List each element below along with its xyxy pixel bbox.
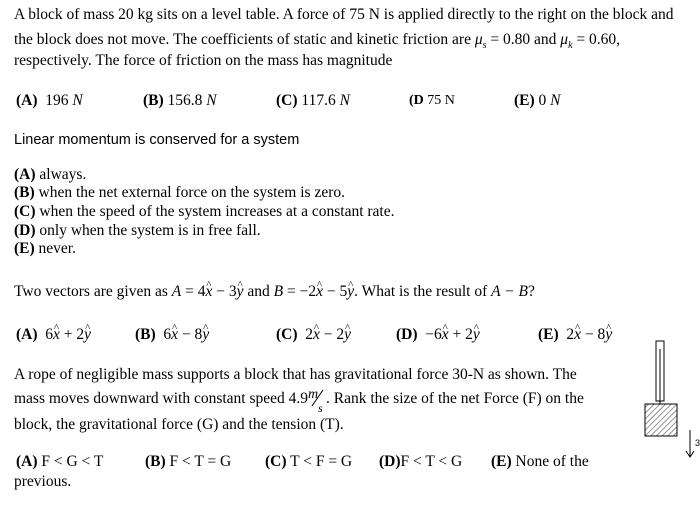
option-text: F < T < G xyxy=(400,453,463,470)
option-text: F < T = G xyxy=(169,453,232,470)
coef: 2 xyxy=(566,326,575,343)
q4-line2-text: mass moves downward with constant speed xyxy=(14,390,289,407)
option-unit: N xyxy=(339,92,350,109)
q3-dot: . xyxy=(354,283,358,300)
speed-value: 4.9 xyxy=(288,390,309,407)
coef: 6 xyxy=(45,326,54,343)
option-unit: N xyxy=(206,92,217,109)
coef: 6 xyxy=(163,326,172,343)
q2-stem: Linear momentum is conserved for a system xyxy=(14,132,300,148)
mu-kinetic: μ xyxy=(560,31,569,48)
y-hat: y ^ xyxy=(473,325,480,345)
option-label: (C) xyxy=(265,453,287,470)
option-label: (B) xyxy=(14,184,35,201)
op: + 2 xyxy=(448,326,473,343)
option-unit: N xyxy=(72,92,83,109)
option-label: (C) xyxy=(14,203,36,220)
q4-option-e-continued: previous. xyxy=(14,473,72,490)
y-hat: y ^ xyxy=(202,325,209,345)
option-text: None of the xyxy=(515,453,589,470)
option-label: (D) xyxy=(396,326,418,343)
block xyxy=(645,404,677,436)
coef: −6 xyxy=(425,326,442,343)
option-text: only when the system is in free fall. xyxy=(39,222,261,239)
option-label: (A) xyxy=(16,453,38,470)
option-value: 196 xyxy=(45,92,69,109)
vector-b: B xyxy=(273,283,284,300)
option-value: 117.6 xyxy=(301,92,336,109)
x-hat: x ^ xyxy=(53,325,60,345)
option-value: 0 xyxy=(538,92,547,109)
option-text: when the speed of the system increases at a constant rate. xyxy=(39,203,395,220)
q3-qmark: ? xyxy=(528,283,535,300)
option-label: (D) xyxy=(14,222,36,239)
mu-s-subscript: s xyxy=(482,40,487,52)
option-label: (E) xyxy=(538,326,559,343)
a-minus-b: A − B xyxy=(491,283,529,300)
option-label: (B) xyxy=(135,326,156,343)
vector-b-op: − 5 xyxy=(322,283,348,300)
option-label: (B) xyxy=(145,453,166,470)
option-text: T < F = G xyxy=(290,453,353,470)
op: + 2 xyxy=(59,326,85,343)
y-hat: y ^ xyxy=(347,282,354,302)
unit-seconds: s xyxy=(318,401,323,415)
option-text: never. xyxy=(38,240,76,257)
option-text: when the net external force on the system is zero. xyxy=(38,184,345,201)
q4-line2-post: . Rank the size of the net Force (F) on the xyxy=(326,390,584,407)
option-label: (E) xyxy=(514,92,535,109)
option-text: F < G < T xyxy=(41,453,104,470)
q1-line2-text: the block does not move. The coefficients of static and kinetic friction are xyxy=(14,31,475,48)
vector-a-op: − 3 xyxy=(212,283,237,300)
mu-s-value: = 0.80 and xyxy=(486,31,561,48)
option-label: (C) xyxy=(276,92,298,109)
option-value: 75 N xyxy=(427,93,455,108)
option-label: (D) xyxy=(379,453,401,470)
option-label: (B) xyxy=(143,92,164,109)
option-label: (C) xyxy=(276,326,298,343)
y-hat: y ^ xyxy=(84,325,91,345)
y-hat: y ^ xyxy=(237,282,244,302)
x-hat: x ^ xyxy=(313,325,320,345)
x-hat: x ^ xyxy=(574,325,581,345)
vector-b-eq: = −2 xyxy=(283,283,317,300)
q3-question: What is the result of xyxy=(357,283,492,300)
option-label: (D xyxy=(409,93,424,108)
option-text: always. xyxy=(39,166,87,183)
y-hat: y ^ xyxy=(344,325,351,345)
q1-stem-line3: respectively. The force of friction on the mass has magnitude xyxy=(14,52,393,69)
x-hat: x ^ xyxy=(316,282,323,302)
q4-stem-line3: block, the gravitational force (G) and the tension (T). xyxy=(14,416,344,433)
q4-stem-line1: A rope of negligible mass supports a block that has gravitational force 30-N as shown. The xyxy=(14,366,577,383)
figure-label: 3 xyxy=(695,438,700,448)
mu-k-subscript: k xyxy=(568,40,573,52)
x-hat: x ^ xyxy=(205,282,212,302)
coef: 2 xyxy=(305,326,314,343)
op: − 2 xyxy=(319,326,345,343)
x-hat: x ^ xyxy=(442,325,449,345)
vector-a-eq: = 4 xyxy=(181,283,206,300)
unit-meters: m xyxy=(308,387,319,402)
option-label: (E) xyxy=(491,453,512,470)
option-label: (E) xyxy=(14,240,35,257)
option-label: (A) xyxy=(14,166,36,183)
option-value: 156.8 xyxy=(167,92,203,109)
vector-a: A xyxy=(171,283,182,300)
mu-k-value: = 0.60, xyxy=(572,31,621,48)
y-hat: y ^ xyxy=(605,325,612,345)
q3-and: and xyxy=(243,283,274,300)
option-label: (A) xyxy=(16,326,38,343)
x-hat: x ^ xyxy=(171,325,178,345)
op: − 8 xyxy=(178,326,203,343)
q3-stem-text: Two vectors are given as xyxy=(14,283,172,300)
option-unit: N xyxy=(550,92,561,109)
mu-static: μ xyxy=(474,31,483,48)
option-label: (A) xyxy=(16,92,38,109)
op: − 8 xyxy=(581,326,606,343)
q1-stem-line1: A block of mass 20 kg sits on a level table. A force of 75 N is applied directly to the right on the block and xyxy=(14,6,674,23)
